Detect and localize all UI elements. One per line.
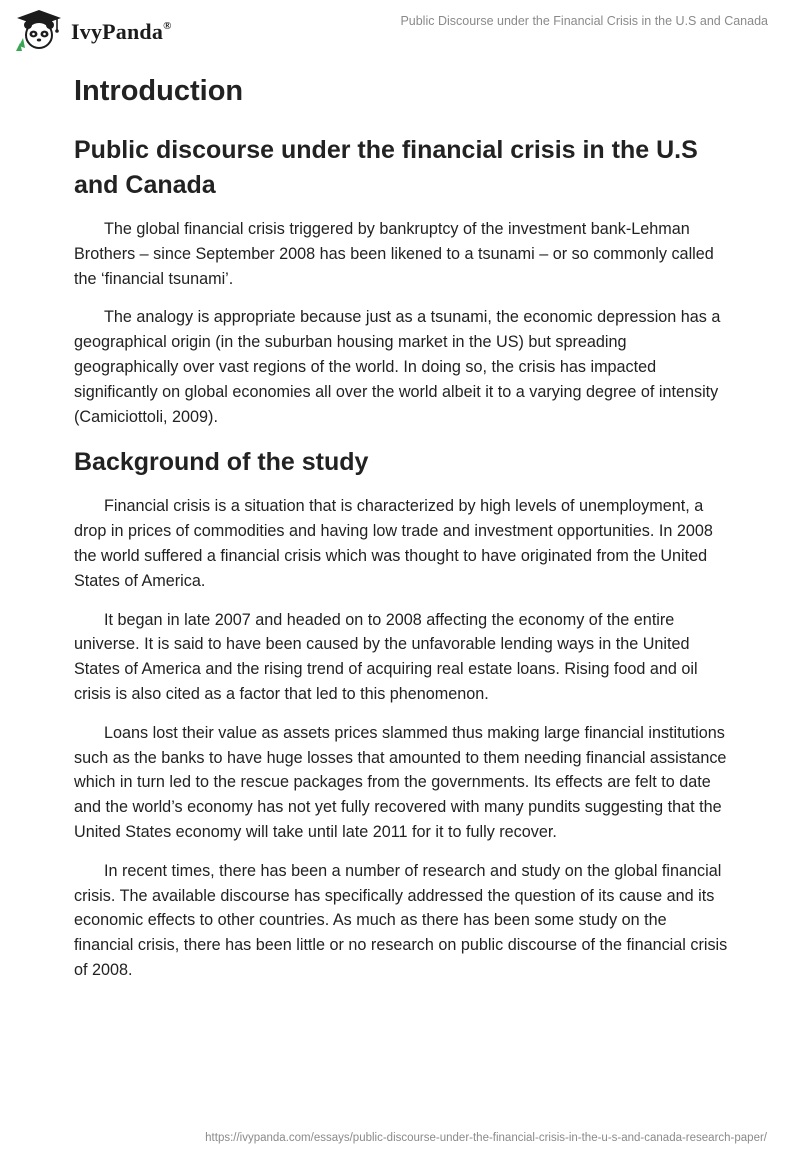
running-title: Public Discourse under the Financial Crisis in the U.S and Canada (400, 14, 768, 28)
paragraph: Financial crisis is a situation that is characterized by high levels of unemployment, a drop in prices of commodities and having low trade and investment opportunities. In 2008 the world suffered a financial crisis which was thought to have originated from the United States of America. (74, 497, 713, 590)
paragraph: The analogy is appropriate because just as a tsunami, the economic depression has a geographical origin (in the suburban housing market in the US) but spreading geographically over vast regions of the world. In doing so, the crisis has impacted significantly on global economies all over the world albeit it to a varying degree of intensity (Camiciottoli, 2009). (74, 308, 721, 426)
page-title: Introduction (74, 75, 244, 107)
paragraph: Loans lost their value as assets prices slammed thus making large financial institutions such as the banks to have huge losses that amounted to them needing financial assistance which in turn led to the rescue packages from the governments. Its effects are felt to date and the world’s economy has not yet fully recovered with many pundits suggesting that the United States economy will take until late 2011 for it to fully recover. (74, 723, 727, 841)
ivypanda-logo[interactable] (13, 8, 172, 52)
paragraph: It began in late 2007 and headed on to 2008 affecting the economy of the entire universe. It is said to have been caused by the unfavorable lending ways in the United States of America and the rising trend of acquiring real estate loans. Rising food and oil crisis is also cited as a factor that led to this phenomenon. (74, 610, 698, 703)
section-heading-public-discourse: Public discourse under the financial crisis in the U.S and Canada (74, 136, 698, 199)
page-header (0, 0, 800, 60)
logo-wordmark: IvyPanda® (71, 19, 172, 44)
source-url-link[interactable]: https://ivypanda.com/essays/public-discourse-under-the-financial-crisis-in-the-u-s-and-canada-research-paper/ (205, 1132, 767, 1144)
panda-graduate-icon (13, 8, 65, 52)
paragraph: In recent times, there has been a number of research and study on the global financial crisis. The available discourse has specifically addressed the question of its cause and its economic effects to other countries. As much as there has been some study on the financial crisis, there has been little or no research on public discourse of the financial crisis of 2008. (74, 861, 728, 979)
section-heading-background: Background of the study (74, 448, 369, 477)
paragraph: The global financial crisis triggered by bankruptcy of the investment bank-Lehman Brothers – since September 2008 has been likened to a tsunami – or so commonly called the ‘financial tsunami’. (74, 220, 714, 288)
document-body (74, 70, 730, 983)
